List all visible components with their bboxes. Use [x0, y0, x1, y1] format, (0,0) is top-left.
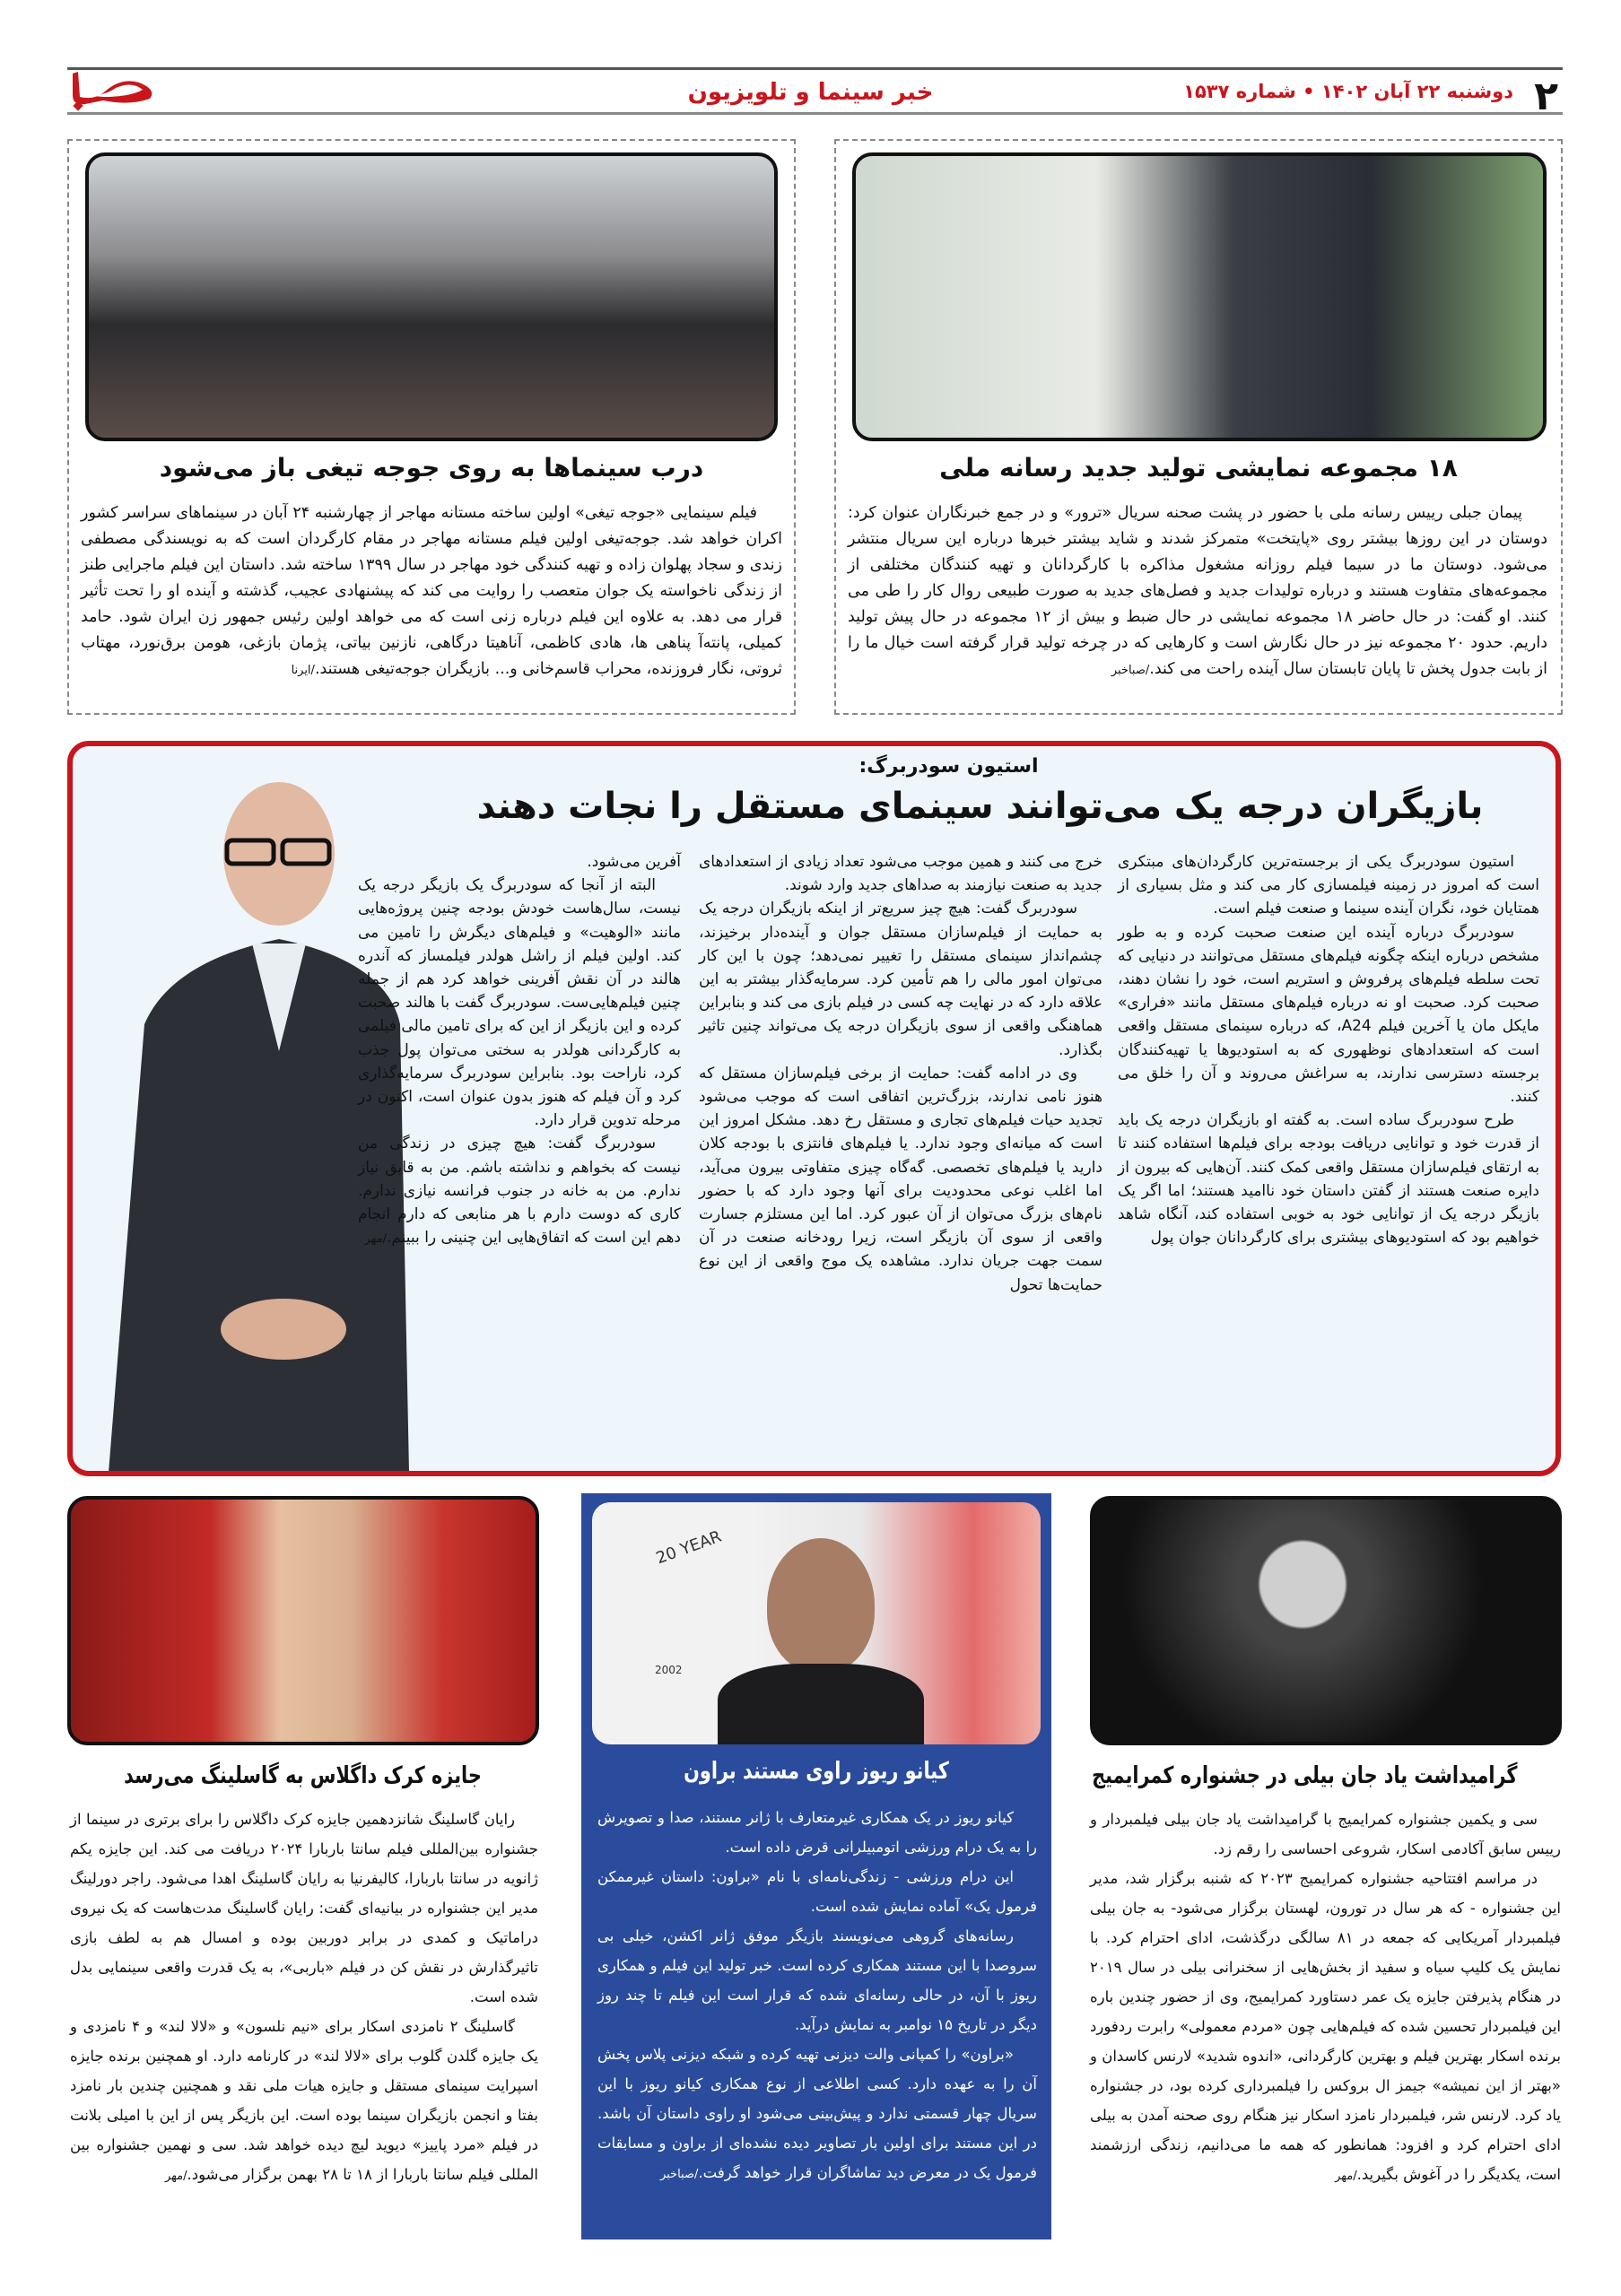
- photo-keanu-reeves: [592, 1502, 1041, 1744]
- main-article-soderbergh: [67, 741, 1561, 1476]
- source-credit: /مهر: [164, 2170, 187, 2183]
- source-credit: /صباخبر: [659, 2168, 699, 2181]
- header-top-rule: [67, 67, 1563, 70]
- article-body: رایان گاسلینگ شانزدهمین جایزه کرک داگلاس را برای برتری در سینما از جشنواره بین‌المللی فیلم سانتا باربارا ۲۰۲۴ دریافت می کند. این جایزه یکم ژانویه در سانتا باربارا، کالیفرنیا به رایان گاسلینگ اهدا می‌شود. راجر دورلینگ مدیر این جشنواره در بیانیه‌ای گفت: رایان گاسلینگ مدت‌هاست که یک نیروی دراماتیک و کمدی در برابر دوربین بوده و امسال هم به لطف بازی تاثیرگذارش در نقش کن در فیلم «باربی»، به یک قدرت واقعی سینمایی بدل شده است. گاسلینگ ۲ نامزدی اسکار برای «نیم نلسون» و «لالا لند» و ۴ نامزدی و یک جایزه گلدن گلوب برای «لالا لند» در کارنامه دارد. او همچنین برنده جایزه اسپرایت سینمای مستقل و جایزه هیات ملی نقد و همچنین چندین بار نامزد بفتا و انجمن بازیگران سینما بوده است. این بازیگر پس از این با امیلی بلانت در فیلم «مرد پاییز» دیوید لیچ دیده خواهد شد. سی و نهمین جشنواره بین المللی فیلم سانتا باربارا از ۱۸ تا ۲۸ بهمن برگزار می‌شود./مهر: [70, 1811, 538, 2183]
- photo-ryan-gosling: [67, 1496, 539, 1745]
- newspaper-logo: [67, 70, 166, 111]
- headline: گرامیداشت یاد جان بیلی در جشنواره کمرایمیج: [1092, 1762, 1518, 1789]
- portrait-shoulders: [718, 1664, 924, 1744]
- article-column-2: خرج می کنند و همین موجب می‌شود تعداد زیادی از استعدادهای جدید به صنعت نیازمند به صداهای جدید وارد شوند. سودربرگ گفت: هیچ چیز سریع‌تر از اینکه بازیگران درجه یک به حمایت از فیلم‌سازان مستقل جوان و آینده‌دار برخیزند، چشم‌انداز سینمای مستقل را تغییر نمی‌دهد؛ چون با این کار می‌توان امور مالی را هم تأمین کرد. سرمایه‌گذار بیشتر به این علاقه دارد که در نهایت چه کسی در فیلم بازی می کند و بنابراین هماهنگی واقعی از سوی بازیگران درجه یک می‌تواند چنین تاثیر بگذارد. وی در ادامه گفت: حمایت از برخی فیلم‌سازان مستقل که هنوز نامی ندارند، بزرگ‌ترین اتفاقی است که موجب می‌شود تجدید حیات فیلم‌های تجاری و مستقل رخ دهد. مشکل امروز این است که میانه‌ای وجود ندارد. یا فیلم‌های فانتزی با بودجه کلان دارید یا فیلم‌های تخصصی. گه‌گاه چیزی متفاوتی بیرون می‌آید، اما اغلب نوعی محدودیت برای آنها وجود دارد که با حضور نام‌های بزرگ می‌توان از آن عبور کرد. اما این مستلزم جسارت واقعی از سوی آن بازیگر است، زیرا رودخانه صنعت در آن سمت جهت جریان ندارد. مشاهده یک موج واقعی از این نوع حمایت‌ها تحول: [699, 853, 1102, 1294]
- headline: درب سینماها به روی جوجه تیغی باز می‌شود: [159, 453, 704, 483]
- article-body: فیلم سینمایی «جوجه تیغی» اولین ساخته مستانه مهاجر از چهارشنبه ۲۴ آبان در سینماهای سراسر کشور اکران خواهد شد. جوجه‌تیغی اولین فیلم مستانه مهاجر در مقام کارگردان است که به نویسندگی مصطفی زندی و سجاد پهلوان زاده و تهیه کنندگی خود مهاجر در سال ۱۳۹۹ ساخته شد. داستان این فیلم ماجرایی طنز از زندگی ناخواسته یک جوان متعصب را روایت می کند که پیشنهادی عجیب، گذشته و آینده او را تحت تأثیر قرار می دهد. به علاوه این فیلم درباره زنی است که می خواهد اولین رئیس جمهور زن ایران شود. حامد کمیلی، پانته‌آ پناهی ها، هادی کاظمی، آناهیتا درگاهی، نازنین بیاتی، پژمان بازغی، هومن برق‌نورد، مهتاب ثروتی، نگار فروزنده، محراب قاسم‌خانی و... بازیگران جوجه‌تیغی هستند./ایرنا: [81, 504, 782, 678]
- source-credit: /ایرنا: [291, 664, 315, 677]
- main-headline: بازیگران درجه یک می‌توانند سینمای مستقل را نجات دهند: [476, 786, 1484, 827]
- headline: کیانو ریوز راوی مستند براون: [684, 1758, 949, 1785]
- photo-john-bailey: [1090, 1496, 1562, 1745]
- kicker: استیون سودربرگ:: [858, 755, 1039, 778]
- header-bottom-rule: [67, 112, 1563, 115]
- article-column-1: استیون سودربرگ یکی از برجسته‌ترین کارگردان‌های مبتکری است که امروز در زمینه فیلمسازی کار می کند و مثل بسیاری از همتایان خود، نگران آینده سینما و صنعت فیلم است. سودربرگ درباره آینده این صنعت صحبت کرده و به طور مشخص درباره اینکه چگونه فیلم‌های مستقل می‌توانند در دنیایی که تحت سلطه فیلم‌های پرفروش و استریم است، خود را نشان دهند، صحبت کرد. صحبت او نه درباره فیلم‌های مستقل مانند «فراری» مایکل مان یا آخرین فیلم A24، که درباره سینمای مستقل واقعی است که استعدادهای نوظهوری که به استودیوها یا تهیه‌کنندگان برجسته دسترسی ندارند، به سراغش می‌روند و آن را خلق می کنند. طرح سودربرگ ساده است. به گفته او بازیگران درجه یک باید از قدرت خود و توانایی دریافت بودجه برای فیلم‌ها استفاده کنند تا به ارتقای فیلم‌سازان مستقل واقعی کمک کنند. آن‌هایی که بیرون از دایره صنعت هستند از گفتن داستان خود ناامید هستند؛ اما اگر یک بازیگر درجه یک از توانایی خود به خوبی استفاده کند، آنگاه شاهد خواهیم بود که استودیوهای بیشتری برای کارگردانان جوان پول: [1118, 853, 1539, 1248]
- section-title: خبر سینما و تلویزیون: [687, 79, 934, 106]
- headline: جایزه کرک داگلاس به گاسلینگ می‌رسد: [124, 1762, 482, 1789]
- photo-peyman-jebelli: [852, 152, 1547, 441]
- headline: ۱۸ مجموعه نمایشی تولید جدید رسانه ملی: [939, 453, 1458, 483]
- article-body: سی و یکمین جشنواره کمرایمیج با گرامیداشت یاد جان بیلی فیلمبردار و رییس سابق آکادمی اسکار، شروعی احساسی را رقم زد. در مراسم افتتاحیه جشنواره کمرایمیج ۲۰۲۳ که شنبه برگزار شد، مدیر این جشنواره - که هر سال در تورون، لهستان برگزار می‌شود- به جان بیلی فیلمبردار آمریکایی که جمعه در ۸۱ سالگی درگذشت، ادای احترام کرد. با نمایش یک کلیپ سیاه و سفید از بخش‌هایی از سخنرانی بیلی در سال ۲۰۱۹ در هنگام پذیرفتن جایزه یک عمر دستاورد کمرایمیج، وی از حضور چندین باره این فیلمبردار تحسین شده که فیلم‌هایی چون «مردم معمولی» رابرت ردفورد برنده اسکار بهترین فیلم و بهترین کارگردانی، «اندوه شدید» لارنس کاسدان و «بهتر از این نمیشه» جیمز ال بروکس را فیلمبرداری کرده بود، در جشنواره یاد کرد. لارنس شر، فیلمبردار نامزد اسکار نیز هنگام روی صحنه آمدن به بیلی ادای احترام کرد و افزود: همانطور که همه ما می‌دانیم، زندگی ارزشمند است، یکدیگر را در آغوش بگیرید./مهر: [1090, 1811, 1561, 2183]
- source-credit: /مهر: [1335, 2170, 1357, 2183]
- article-column-3: آفرین می‌شود. البته از آنجا که سودربرگ یک بازیگر درجه یک نیست، سال‌هاست خودش بودجه چنین پروژه‌هایی مانند «الوهیت» و فیلم‌های دیگرش را تامین می کند. اولین فیلم از راشل هولدر فیلمساز که آندره هالند در آن نقش آفرینی خواهد کرد هم از جمله چنین فیلم‌هایی‌ست. سودربرگ گفت با هالند صحبت کرده و این بازیگر از این که برای تامین مالی فیلمی به کارگردانی هولدر به سختی می‌توان پول جذب کرد، ناراحت بود. بنابراین سودربرگ سرمایه‌گذاری کرد و آن فیلم که هنوز بدون عنوان است، اکنون در مرحله تدوین قرار دارد. سودربرگ گفت: هیچ چیزی در زندگی من نیست که بخواهم و نداشته باشم. من به قایق نیاز ندارم. من به خانه در جنوب فرانسه نیازی ندارم. کاری که دوست دارم با هر منابعی که دارم انجام دهم این است که اتفاق‌هایی این چنینی را ببینم./مهر: [358, 853, 681, 1248]
- photo-hedgehog-cast: [85, 152, 778, 441]
- article-body: پیمان جبلی رییس رسانه ملی با حضور در پشت صحنه سریال «ترور» و در جمع خبرنگاران عنوان کرد: دوستان در این روزها بیشتر روی «پایتخت» متمرکز شدند و شاید بیشتر خبرها درباره این سریال منتشر می‌شود. دوستان ما در سیما فیلم روزانه مشغول مذاکره با کارگردانان و تهیه کنندگان مختلفی از مجموعه‌های متفاوت هستند و درباره تولیدات جدید و فصل‌های جدید به صورت طبیعی روال کار را طی می کنند. او گفت: در حال حاضر ۱۸ مجموعه نمایشی در حال ضبط و بیش از ۱۲ مجموعه در حال پیش تولید داریم. حدود ۲۰ مجموعه نیز در حال نگارش است و کارهایی که در چرخه تولید قرار گرفته است خیال ما را از بابت جدول پخش تا پایان تابستان سال آینده راحت می کند./صباخبر: [848, 504, 1548, 678]
- backdrop-year: 2002: [655, 1664, 683, 1676]
- source-credit: /صباخبر: [1111, 664, 1150, 677]
- backdrop-text: 20 YEAR: [653, 1526, 725, 1569]
- page-number: ۲: [1534, 74, 1558, 119]
- article-box-keanu-reeves: [581, 1493, 1051, 2239]
- article-body: کیانو ریوز در یک همکاری غیرمتعارف با ژانر مستند، صدا و تصویرش را به یک درام ورزشی اتومبیلرانی قرض داده است. این درام ورزشی - زندگی‌نامه‌ای با نام «براون: داستان غیرممکن فرمول یک» آماده نمایش شده است. رسانه‌های گروهی می‌نویسند بازیگر موفق ژانر اکشن، خیلی بی سروصدا با این مستند همکاری کرده است. خبر تولید این فیلم و همکاری ریوز با آن، در حالی رسانه‌ای شده که قرار است این فیلم تا چند روز دیگر در تاریخ ۱۵ نوامبر به نمایش درآید. «براون» را کمپانی والت دیزنی تهیه کرده و شبکه دیزنی پلاس پخش آن را به عهده دارد. کسی اطلاعی از نوع همکاری کیانو ریوز با این سریال چهار قسمتی ندارد و پیش‌بینی می‌شود او راوی داستان آن باشد. در این مستند برای اولین بار تصاویر دیده نشده‌ای از براون و مسابقات فرمول یک در معرض دید تماشاگران قرار خواهد گرفت./صباخبر: [597, 1809, 1037, 2181]
- source-credit: /مهر: [364, 1232, 387, 1247]
- issue-date: دوشنبه ۲۲ آبان ۱۴۰۲ • شماره ۱۵۳۷: [1183, 81, 1513, 102]
- portrait-face: [767, 1538, 875, 1673]
